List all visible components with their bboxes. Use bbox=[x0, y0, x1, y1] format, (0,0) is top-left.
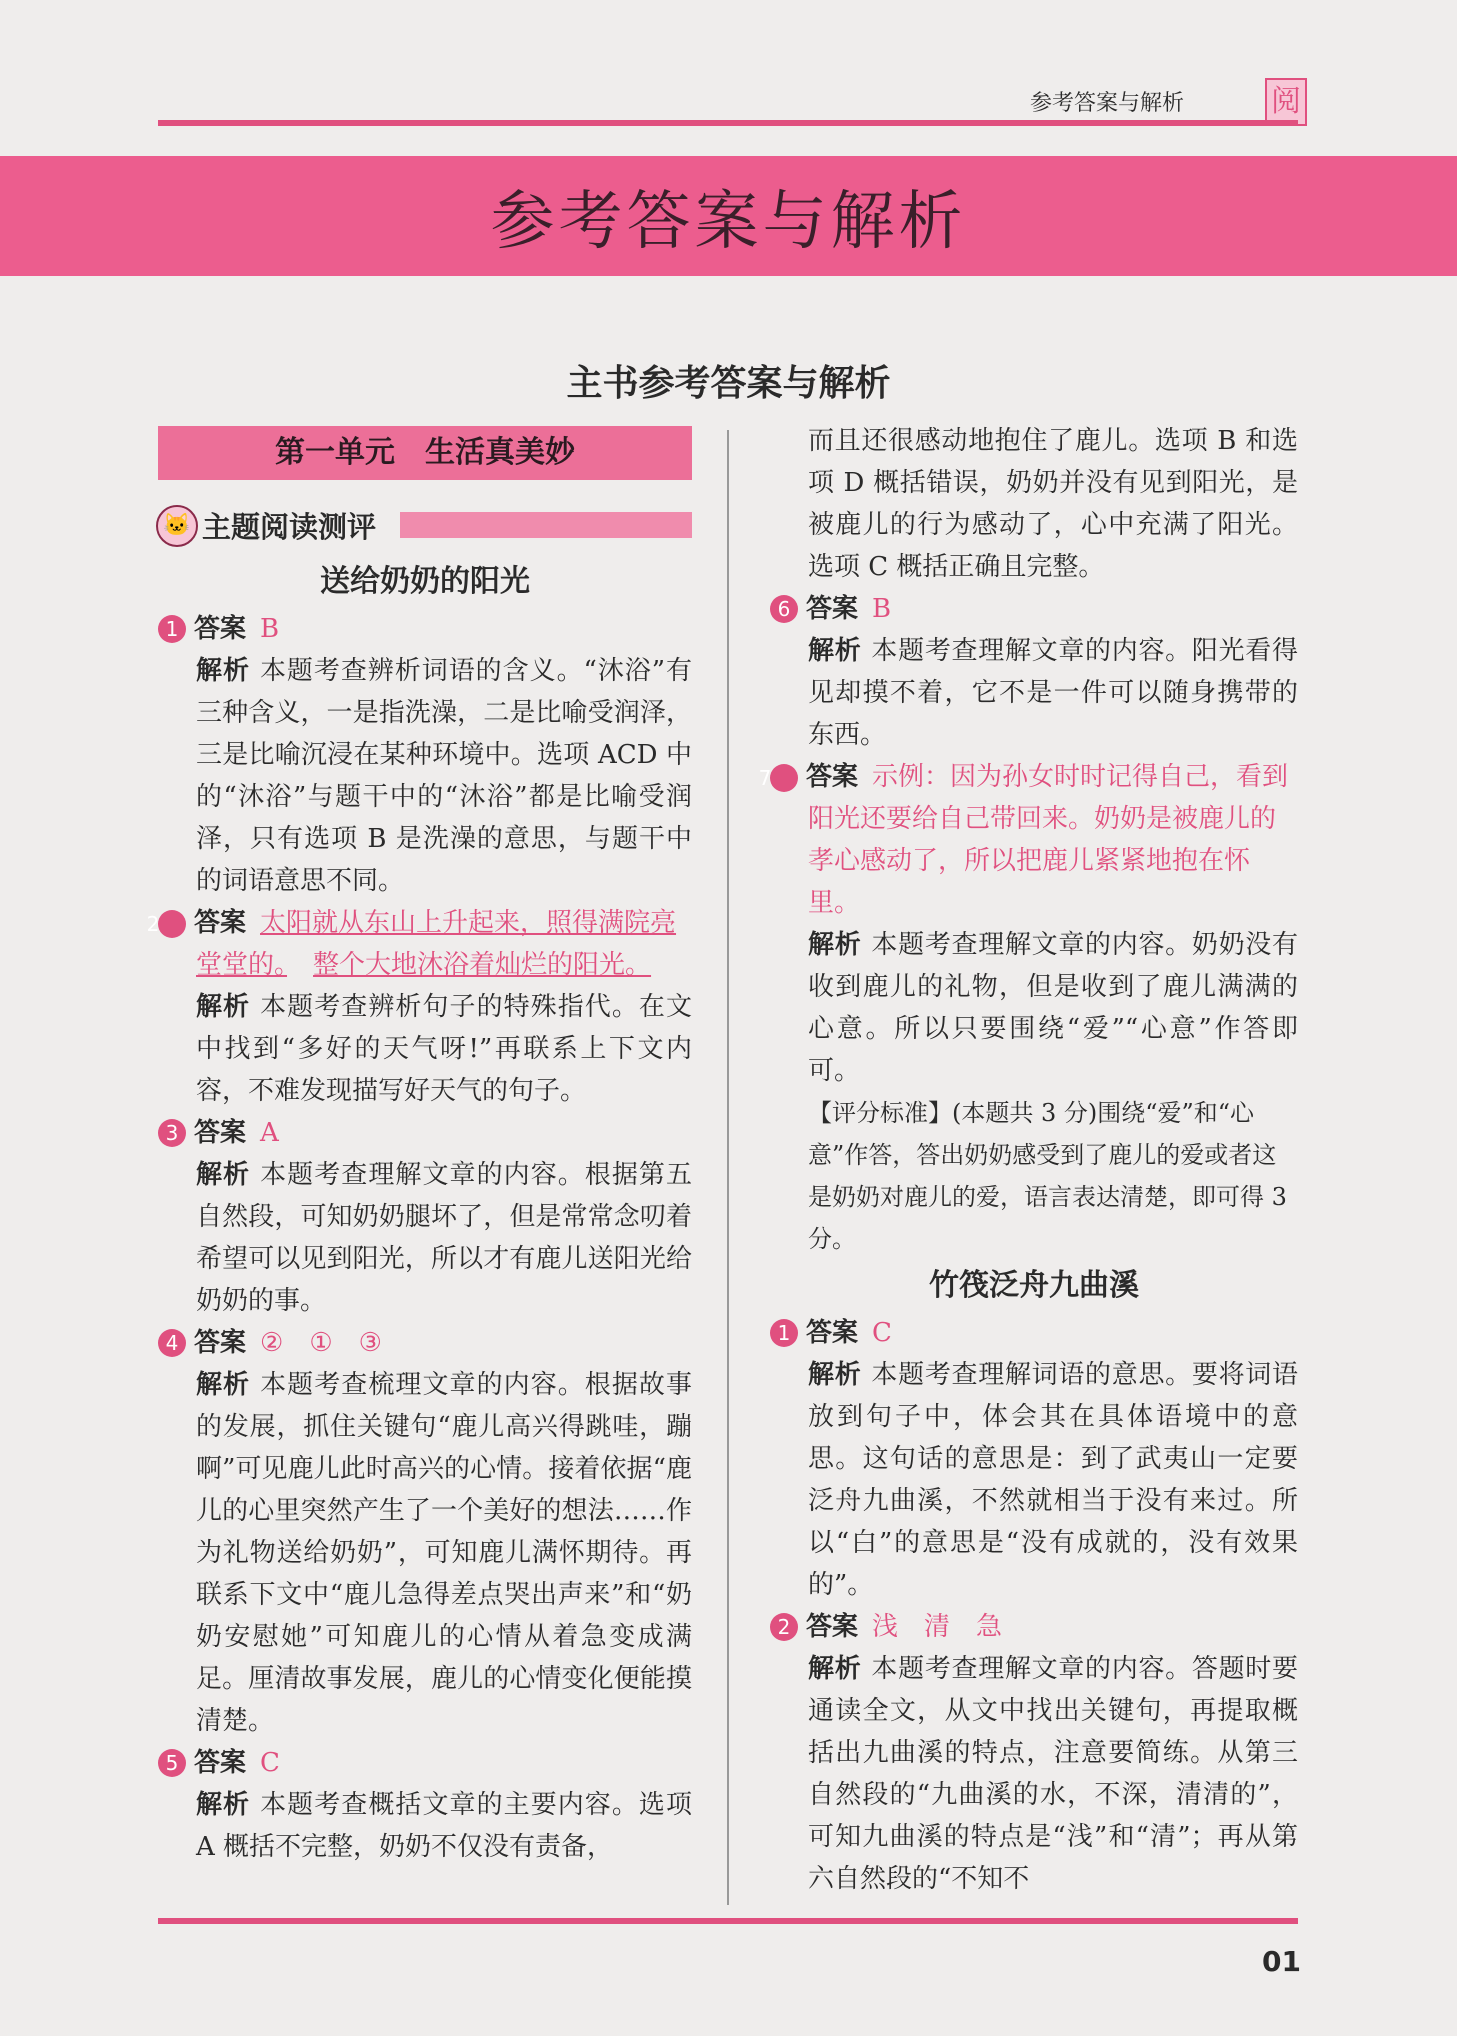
answer-text: 示例：因为孙女时时记得自己，看到阳光还要给自己带回来。奶奶是被鹿儿的孝心感动了，所以把鹿儿紧紧地抱在怀里。 bbox=[808, 762, 1289, 918]
explanation bbox=[770, 630, 1298, 756]
left-column bbox=[146, 556, 692, 1868]
explanation-text: 本题考查概括文章的主要内容。选项 A 概括不完整，奶奶不仅没有责备， bbox=[196, 1790, 692, 1862]
explanation-label: 解析 bbox=[808, 1654, 862, 1684]
page-number: 01 bbox=[1262, 1945, 1301, 1978]
explanation bbox=[770, 1648, 1298, 1900]
section-subtitle: 主书参考答案与解析 bbox=[566, 363, 891, 404]
explanation bbox=[770, 924, 1298, 1092]
answer-label: 答案 bbox=[194, 1328, 247, 1358]
question-1 bbox=[158, 608, 692, 902]
question-number: 1 bbox=[158, 615, 186, 643]
answer-text-2: 整个大地沐浴着灿烂的阳光。 bbox=[313, 950, 652, 980]
topic-heading: 主题阅读测评 bbox=[202, 510, 377, 544]
scoring-standard: 【评分标准】(本题共 3 分)围绕“爱”和“心意”作答，答出奶奶感受到了鹿儿的爱或者这是奶奶对鹿儿的爱，语言表达清楚，即可得 3 分。 bbox=[808, 1099, 1287, 1253]
question-number: 5 bbox=[158, 1749, 186, 1777]
explanation-label: 解析 bbox=[196, 1160, 251, 1190]
explanation-text: 本题考查理解文章的内容。根据第五自然段，可知奶奶腿坏了，但是常常念叨着希望可以见到阳光，所以才有鹿儿送阳光给奶奶的事。 bbox=[196, 1160, 692, 1316]
running-head: 参考答案与解析 bbox=[1030, 91, 1185, 116]
question-number: 6 bbox=[770, 595, 798, 623]
explanation-label: 解析 bbox=[808, 636, 862, 666]
explanation bbox=[158, 1364, 692, 1742]
story-title: 竹筏泛舟九曲溪 bbox=[929, 1268, 1139, 1303]
explanation bbox=[158, 650, 692, 902]
explanation-text: 本题考查梳理文章的内容。根据故事的发展，抓住关键句“鹿儿高兴得跳哇，蹦啊”可见鹿儿此时高兴的心情。接着依据“鹿儿的心里突然产生了一个美好的想法……作为礼物送给奶奶”，可知鹿儿满怀期待。再联系下文中“鹿儿急得差点哭出声来”和“奶奶安慰她”可知鹿儿的心情从着急变成满足。厘清故事发展，鹿儿的心情变化便能摸清楚。 bbox=[196, 1370, 692, 1736]
answer-text: 浅 清 急 bbox=[872, 1612, 1003, 1642]
explanation-text: 本题考查辨析句子的特殊指代。在文中找到“多好的天气呀!”再联系上下文内容，不难发现描写好天气的句子。 bbox=[196, 992, 692, 1106]
bottom-divider bbox=[158, 1918, 1298, 1924]
answer-label: 答案 bbox=[806, 762, 859, 792]
book-icon: 阅 bbox=[1265, 78, 1307, 126]
answer-label: 答案 bbox=[194, 614, 247, 644]
explanation bbox=[158, 1154, 692, 1322]
answer-text: C bbox=[872, 1318, 892, 1348]
question-5 bbox=[158, 1742, 692, 1868]
answer-text: C bbox=[260, 1748, 280, 1778]
topic-decor-bar bbox=[400, 512, 692, 538]
top-divider bbox=[158, 120, 1298, 126]
page-title: 参考答案与解析 bbox=[490, 185, 967, 259]
question-2 bbox=[770, 1606, 1298, 1900]
answer-text: A bbox=[260, 1118, 279, 1148]
explanation bbox=[770, 1354, 1298, 1606]
explanation bbox=[158, 986, 692, 1112]
answer-text: B bbox=[872, 594, 892, 624]
explanation-text: 本题考查理解文章的内容。奶奶没有收到鹿儿的礼物，但是收到了鹿儿满满的心意。所以只要围绕“爱”“心意”作答即可。 bbox=[808, 930, 1298, 1086]
explanation-continued: 而且还很感动地抱住了鹿儿。选项 B 和选项 D 概括错误，奶奶并没有见到阳光，是被鹿儿的行为感动了，心中充满了阳光。选项 C 概括正确且完整。 bbox=[808, 426, 1298, 582]
explanation-text: 本题考查理解词语的意思。要将词语放到句子中，体会其在具体语境中的意思。这句话的意思是：到了武夷山一定要泛舟九曲溪，不然就相当于没有来过。所以“白”的意思是“没有成就的，没有效果的”。 bbox=[808, 1360, 1298, 1600]
explanation-label: 解析 bbox=[196, 1790, 251, 1820]
question-number: 3 bbox=[158, 1119, 186, 1147]
answer-text: B bbox=[260, 614, 280, 644]
answer-text: 太阳就从东山上升起来，照得满院亮堂堂的。 bbox=[196, 908, 677, 980]
explanation-label: 解析 bbox=[196, 1370, 251, 1400]
explanation-text: 本题考查理解文章的内容。答题时要通读全文，从文中找出关键句，再提取概括出九曲溪的特点，注意要简练。从第三自然段的“九曲溪的水，不深，清清的”，可知九曲溪的特点是“浅”和“清”；再从第六自然段的“不知不 bbox=[808, 1654, 1298, 1894]
question-7 bbox=[758, 756, 1298, 1260]
column-divider bbox=[727, 430, 729, 1905]
explanation bbox=[158, 1784, 692, 1868]
question-number: 2 bbox=[158, 910, 186, 938]
explanation-label: 解析 bbox=[808, 1360, 862, 1390]
story-title: 送给奶奶的阳光 bbox=[320, 564, 530, 599]
explanation-label: 解析 bbox=[196, 992, 251, 1022]
unit-heading: 第一单元 生活真美妙 bbox=[158, 426, 692, 480]
explanation-label: 解析 bbox=[196, 656, 250, 686]
explanation-label: 解析 bbox=[808, 930, 862, 960]
question-number: 4 bbox=[158, 1329, 186, 1357]
answer-label: 答案 bbox=[194, 1748, 247, 1778]
question-4 bbox=[158, 1322, 692, 1742]
explanation-text: 本题考查理解文章的内容。阳光看得见却摸不着，它不是一件可以随身携带的东西。 bbox=[808, 636, 1298, 750]
question-3 bbox=[158, 1112, 692, 1322]
explanation-text: 本题考查辨析词语的含义。“沐浴”有三种含义，一是指洗澡，二是比喻受润泽，三是比喻沉浸在某种环境中。选项 ACD 中的“沐浴”与题干中的“沐浴”都是比喻受润泽，只有选项 B 是洗澡的意思，与题干中的词语意思不同。 bbox=[196, 656, 692, 896]
answer-text: ② ① ③ bbox=[260, 1328, 382, 1358]
question-number: 1 bbox=[770, 1319, 798, 1347]
question-6 bbox=[770, 588, 1298, 756]
question-2 bbox=[146, 902, 692, 1112]
question-1 bbox=[770, 1312, 1298, 1606]
question-number: 7 bbox=[770, 764, 798, 792]
answer-label: 答案 bbox=[806, 594, 859, 624]
answer-label: 答案 bbox=[194, 1118, 247, 1148]
right-column bbox=[758, 420, 1298, 1900]
answer-label: 答案 bbox=[806, 1612, 859, 1642]
question-number: 2 bbox=[770, 1613, 798, 1641]
mascot-icon: 🐱 bbox=[156, 505, 198, 547]
answer-label: 答案 bbox=[194, 908, 247, 938]
answer-label: 答案 bbox=[806, 1318, 859, 1348]
